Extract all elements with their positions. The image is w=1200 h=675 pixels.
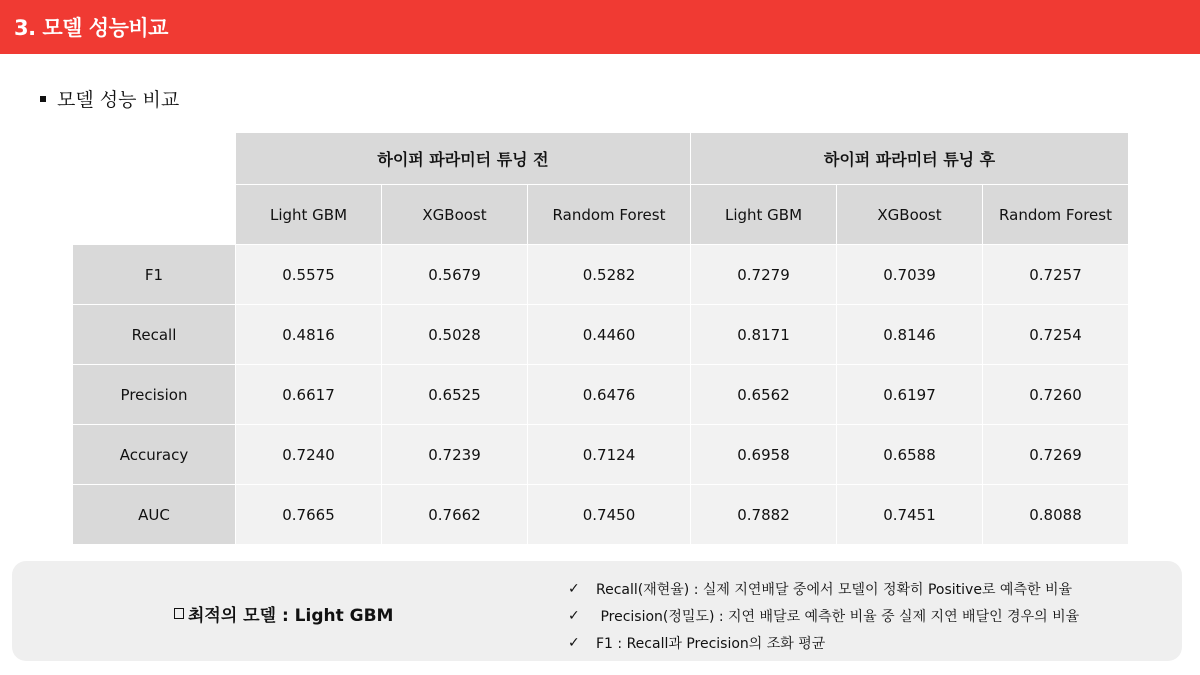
value-cell: 0.7665 [236,485,382,545]
table-row [73,365,1129,425]
model-header: XGBoost [837,185,983,245]
value-cell: 0.5575 [236,245,382,305]
value-cell: 0.8146 [837,305,983,365]
metric-label: AUC [73,485,236,545]
table-corner [73,133,236,245]
value-cell: 0.7257 [983,245,1129,305]
header-bar [0,0,1200,54]
value-cell: 0.6588 [837,425,983,485]
note-text: Recall(재현율) : 실제 지연배달 중에서 모델이 정확히 Positive로 예측한 비율 [596,581,1073,598]
model-header: Random Forest [528,185,691,245]
value-cell: 0.5679 [382,245,528,305]
summary-box [12,561,1182,661]
value-cell: 0.7451 [837,485,983,545]
model-header: XGBoost [382,185,528,245]
list-item [568,629,1079,656]
model-header: Light GBM [691,185,837,245]
value-cell: 0.4816 [236,305,382,365]
value-cell: 0.8088 [983,485,1129,545]
value-cell: 0.5282 [528,245,691,305]
check-icon: ✓ [568,580,580,597]
best-value-cell: 0.8171 [691,305,837,365]
note-text: F1 : Recall과 Precision의 조화 평균 [596,635,826,652]
metric-label: Recall [73,305,236,365]
group-header-after: 하이퍼 파라미터 튜닝 후 [691,133,1129,185]
value-cell: 0.5028 [382,305,528,365]
best-value-cell: 0.7279 [691,245,837,305]
value-cell: 0.7260 [983,365,1129,425]
metric-label: F1 [73,245,236,305]
model-header: Random Forest [983,185,1129,245]
table-row [73,305,1129,365]
value-cell: 0.7240 [236,425,382,485]
group-header-before: 하이퍼 파라미터 튜닝 전 [236,133,691,185]
page-title: 3. 모델 성능비교 [14,16,168,40]
table-row [73,245,1129,305]
note-text: Precision(정밀도) : 지연 배달로 예측한 비율 중 실제 지연 배달인 경우의 비율 [596,608,1080,625]
value-cell: 0.6958 [691,425,837,485]
metric-label: Accuracy [73,425,236,485]
bullet-icon [40,96,46,102]
best-model-label: 최적의 모델 : Light GBM [188,606,394,626]
section-heading [40,85,179,112]
best-model [174,601,393,626]
performance-table [72,132,1129,545]
list-item [568,575,1079,602]
section-title: 모델 성능 비교 [57,89,180,111]
list-item [568,602,1079,629]
table-row [73,425,1129,485]
value-cell: 0.7662 [382,485,528,545]
check-icon: ✓ [568,634,580,651]
model-header: Light GBM [236,185,382,245]
check-icon: ✓ [568,607,580,624]
checkbox-icon [174,608,184,619]
value-cell: 0.7450 [528,485,691,545]
value-cell: 0.6476 [528,365,691,425]
value-cell: 0.7882 [691,485,837,545]
value-cell: 0.6525 [382,365,528,425]
metric-label: Precision [73,365,236,425]
value-cell: 0.7254 [983,305,1129,365]
table-row [73,485,1129,545]
definition-list [568,575,1079,656]
value-cell: 0.6617 [236,365,382,425]
value-cell: 0.7039 [837,245,983,305]
value-cell: 0.7269 [983,425,1129,485]
value-cell: 0.4460 [528,305,691,365]
value-cell: 0.6197 [837,365,983,425]
best-value-cell: 0.6562 [691,365,837,425]
value-cell: 0.7239 [382,425,528,485]
value-cell: 0.7124 [528,425,691,485]
